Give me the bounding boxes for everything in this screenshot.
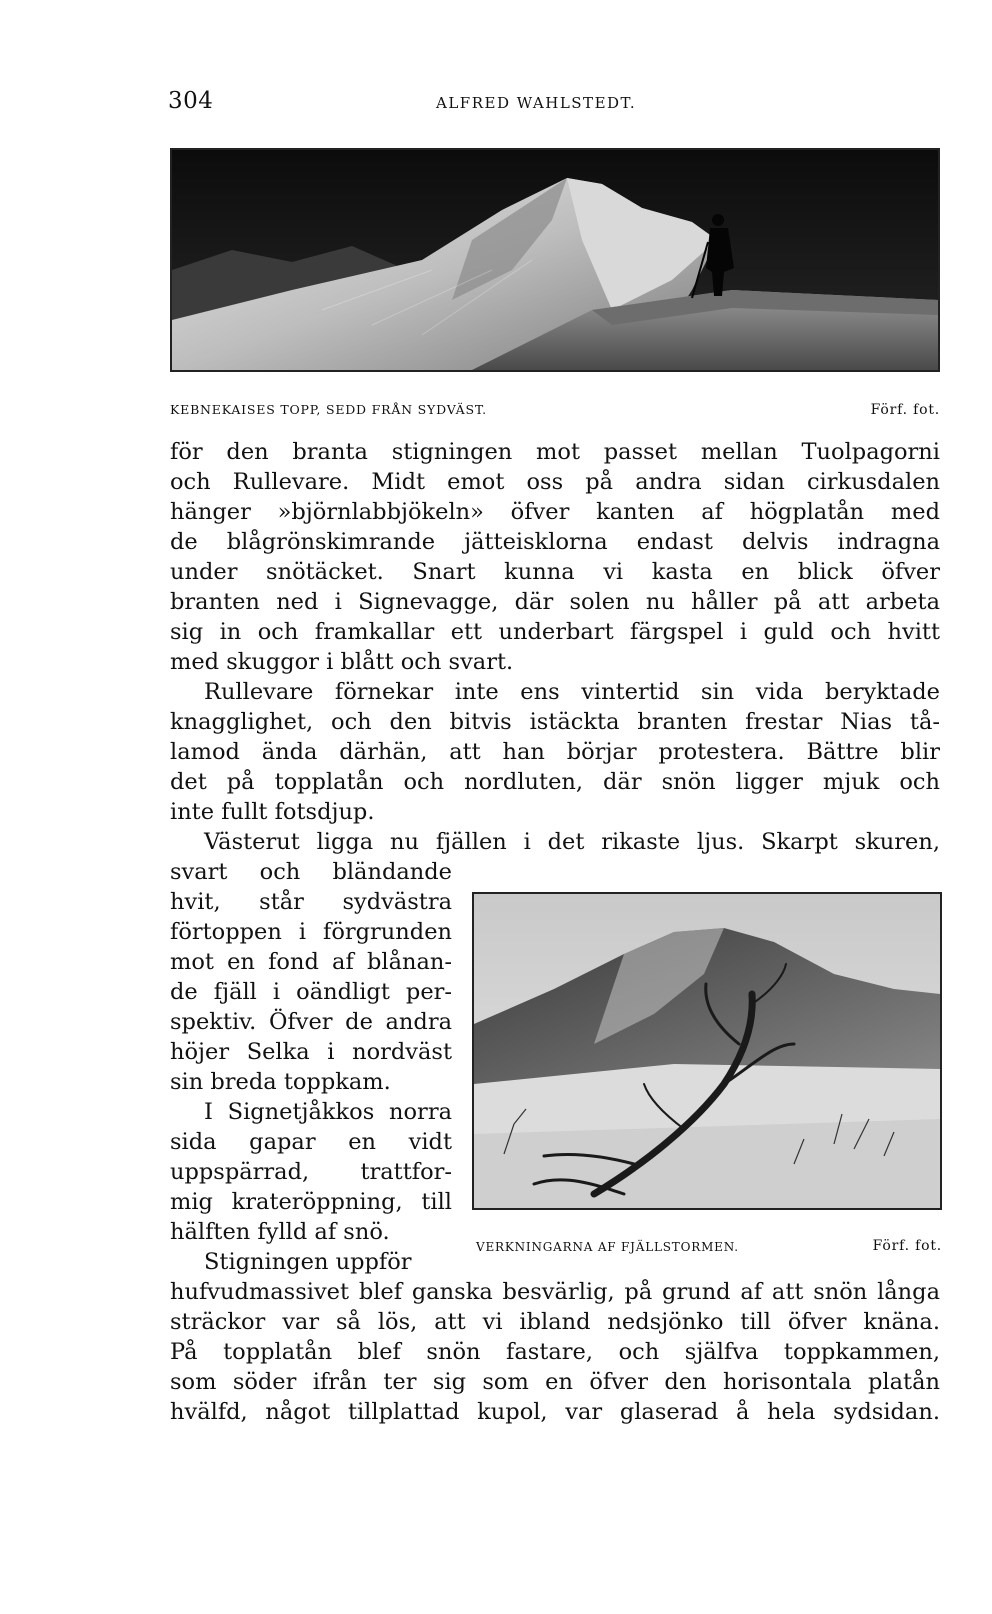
text-line: de fjäll i oändligt per-	[170, 979, 452, 1005]
text-line: under snötäcket. Snart kunna vi kasta en blick öfver	[170, 559, 940, 585]
caption-text: KEBNEKAISES TOPP, SEDD FRÅN SYDVÄST.	[170, 402, 487, 417]
right-figure-caption	[476, 1240, 942, 1260]
text-line: och Rullevare. Midt emot oss på andra sidan cirkusdalen	[170, 469, 940, 495]
text-line: mot en fond af blånan-	[170, 949, 452, 975]
page-header	[168, 88, 938, 118]
text-line: med skuggor i blått och svart.	[170, 649, 514, 675]
photo-credit: Förf. fot.	[872, 1238, 942, 1254]
photo-storm-effects	[472, 892, 942, 1210]
text-line: hvit, står sydvästra	[170, 889, 452, 915]
running-head: ALFRED WAHLSTEDT.	[436, 94, 637, 112]
text-line: I Signetjåkkos norra	[204, 1099, 452, 1125]
text-line: sträckor var så lös, att vi ibland nedsjönko till öfver knäna.	[170, 1309, 940, 1335]
caption-text: VERKNINGARNA AF FJÄLLSTORMEN.	[476, 1240, 739, 1254]
text-line: det på topplatån och nordluten, där snön ligger mjuk och	[170, 769, 940, 795]
birch-photo-graphic	[474, 894, 940, 1208]
text-line: hälften fylld af snö.	[170, 1219, 390, 1245]
mountain-photo-graphic	[172, 150, 938, 370]
text-line: På topplatån blef snön fastare, och själfva toppkammen,	[170, 1339, 940, 1365]
text-line: hufvudmassivet blef ganska besvärlig, på grund af att snön långa	[170, 1279, 940, 1305]
text-line: Rullevare förnekar inte ens vintertid sin vida beryktade	[204, 679, 940, 705]
top-figure-caption	[170, 402, 940, 422]
text-line: knagglighet, och den bitvis istäckta branten frestar Nias tå-	[170, 709, 940, 735]
text-line: Stigningen uppför	[204, 1249, 412, 1275]
text-line: hänger »björnlabbjökeln» öfver kanten af högplatån med	[170, 499, 940, 525]
text-line: lamod ända därhän, att han börjar protestera. Bättre blir	[170, 739, 940, 765]
text-line: sida gapar en vidt	[170, 1129, 452, 1155]
text-line: som söder ifrån ter sig som en öfver den horisontala platån	[170, 1369, 940, 1395]
page-number: 304	[168, 88, 214, 114]
text-line: Västerut ligga nu fjällen i det rikaste ljus. Skarpt skuren,	[204, 829, 940, 855]
text-line: svart och bländande	[170, 859, 452, 885]
text-line: branten ned i Signevagge, där solen nu håller på att arbeta	[170, 589, 940, 615]
text-line: sin breda toppkam.	[170, 1069, 391, 1095]
text-line: förtoppen i förgrunden	[170, 919, 452, 945]
text-line: för den branta stigningen mot passet mellan Tuolpagorni	[170, 439, 940, 465]
text-line: inte fullt fotsdjup.	[170, 799, 375, 825]
text-line: de blågrönskimrande jätteisklorna endast delvis indragna	[170, 529, 940, 555]
text-line: mig krateröppning, till	[170, 1189, 452, 1215]
text-line: uppspärrad, trattfor-	[170, 1159, 452, 1185]
text-line: hvälfd, något tillplattad kupol, var glaserad å hela sydsidan.	[170, 1399, 940, 1425]
text-line: höjer Selka i nordväst	[170, 1039, 452, 1065]
photo-kebnekaise-summit	[170, 148, 940, 372]
text-line: sig in och framkallar ett underbart färgspel i guld och hvitt	[170, 619, 940, 645]
text-line: spektiv. Öfver de andra	[170, 1009, 452, 1035]
photo-credit: Förf. fot.	[870, 402, 940, 418]
